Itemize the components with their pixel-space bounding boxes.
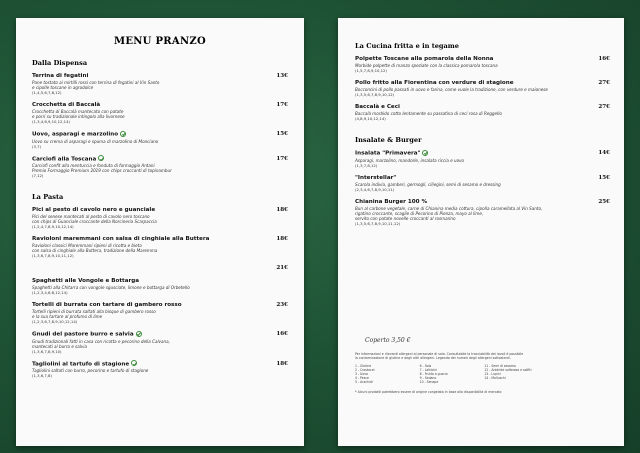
allergen-entry: 5 - Arachidi: [355, 380, 373, 385]
item-allergens: (1,3,6,7,8,9,10): [32, 348, 62, 354]
menu-item: [355, 199, 610, 226]
item-desc: servito con patate novelle croccanti al rosmarino: [355, 215, 456, 221]
item-name: Polpette Toscane alla pomarola della Nonna: [355, 56, 494, 62]
item-name: Baccalà e Ceci: [355, 104, 400, 110]
menu-item: [32, 236, 288, 258]
allergen-legend: [355, 364, 545, 384]
item-name: [32, 331, 262, 339]
allergen-entry: 12 - Anidride solforosa e solfiti: [484, 368, 532, 372]
vegetarian-icon: [120, 131, 126, 137]
item-desc: Premio Formaggio Premium 2019 con chips croccanti di topinambur: [32, 168, 172, 173]
item-price: 17€: [276, 155, 288, 162]
item-allergens: (4,8,9,10,12,14): [355, 116, 386, 121]
menu-item: [32, 73, 288, 95]
menu-item: [32, 207, 288, 229]
item-name-text: Uovo, asparagi e marzolino: [32, 131, 119, 138]
menu-item: [355, 150, 610, 168]
allergen-entry: 6 - Soia: [419, 363, 432, 368]
item-name-text: Gnudi del pastore burro e salvia: [32, 331, 134, 338]
item-name: Terrina di fegatini: [32, 73, 89, 79]
item-price: 15€: [276, 131, 288, 137]
item-desc: Bocconcini di pollo passati in uovo e farina, come vuole la tradizione, con verdure e maionese: [355, 87, 548, 92]
item-desc: Ravioloni classici Maremmani ripieni di ricotta e bieta: [32, 243, 142, 248]
menu-item: [355, 104, 610, 121]
item-desc: Spaghetti alla Chitarra con vongole sgusciate, limone e bottarga di Orbetello: [32, 285, 190, 290]
left-menu-page: [16, 18, 304, 446]
item-allergens: (2,3,4,6,7,8,9,10,11): [355, 186, 395, 192]
menu-item: [355, 80, 610, 97]
section-title-dispensa: Dalla Dispensa: [32, 59, 88, 67]
item-allergens: (1,5,7,8,9,10,12): [355, 68, 387, 73]
item-allergens: (1,4,5,6,7,8,12): [32, 90, 62, 95]
allergen-entry: 3 - Uova: [355, 372, 368, 377]
item-name: Spaghetti alle Vongole e Bottarga: [32, 278, 140, 284]
menu-item: [32, 102, 288, 124]
item-desc: e la sua tartare al profumo di lime: [32, 314, 103, 319]
item-allergens: (1,3,5,6,7,8,9,10,11,12): [355, 220, 401, 226]
item-name: [32, 361, 262, 369]
item-desc: Pici del senese mantecati al pesto di cavolo nero toscano: [32, 214, 150, 219]
allergen-entry: 14 - Molluschi: [484, 376, 506, 381]
vegetarian-icon: [422, 150, 428, 156]
allergen-note: la contaminazione di glutine e degli altri allergeni. Legenda dei numeri degli allergeni sottostanti.: [355, 355, 511, 360]
item-price: 15€: [598, 174, 610, 181]
right-menu-page: [338, 18, 624, 446]
item-price: 27€: [598, 80, 610, 86]
item-desc: Pane tostato ai mirtilli rossi con terrina di fegatini al Vin Santo: [32, 80, 160, 85]
section-title-fritta: La Cucina fritta e in tegame: [355, 42, 459, 50]
allergen-entry: 1 - Glutine: [355, 363, 372, 368]
item-desc: Morbide polpette di manzo speziate con la classica pomarola toscana: [355, 63, 498, 68]
allergen-entry: 2 - Crostacei: [355, 368, 375, 372]
item-allergens: (1,3,6,7,8,9,10,11,12): [32, 253, 74, 258]
item-price: 14€: [598, 150, 610, 156]
item-desc: e cipolle toscane in agrodolce: [32, 85, 94, 90]
allergen-entry: 9 - Sedano: [419, 376, 437, 381]
item-price: 21€: [276, 265, 288, 271]
menu-item: [32, 302, 288, 324]
item-desc: Crocchetta di Baccalà mantecato con patate: [32, 109, 124, 114]
item-desc: Uovo su crema di asparagi e spuma di marzolino di Monciano: [32, 138, 159, 144]
section-title-pasta: La Pasta: [32, 193, 64, 201]
item-desc: Tortelli ripieni di burrata saltati alla bisque di gambero rosso: [32, 309, 156, 314]
vegetarian-icon: [131, 360, 137, 366]
frozen-footnote: * Alcuni prodotti potrebbero essere di origine congelata in base alla disponibilità di mercato: [355, 390, 502, 395]
item-price: 18€: [276, 360, 288, 367]
menu-item: [32, 361, 288, 379]
item-name-text: Insalata "Primavera": [355, 150, 421, 157]
item-desc: con salsa di cinghiale alla Buttera, tradizione della Maremma: [32, 248, 158, 253]
item-desc: Scarola indivia, gamberi, germogli, ciliegini, semi di sesamo e dressing: [355, 181, 501, 187]
menu-item: [32, 331, 288, 354]
item-allergens: (7,12): [32, 173, 44, 178]
item-desc: Gnudi tradizionali fatti in casa con ricotta e pecorino della Calvana,: [32, 338, 170, 344]
vegetarian-icon: [98, 155, 104, 161]
allergen-entry: 11 - Semi di sesamo: [484, 363, 516, 368]
menu-title: MENU PRANZO: [113, 36, 207, 47]
item-name: Pollo fritto alla Fiorentina con verdure di stagione: [355, 80, 514, 86]
menu-item: [32, 278, 288, 295]
item-price: 16€: [276, 331, 288, 337]
item-allergens: (1,3,7,8,12): [355, 162, 378, 168]
item-price: 18€: [276, 236, 288, 242]
allergen-note: Per informazioni e rilevanti allergeni al personale di sala. Consultabile la tracciabilità dei lavoli è possibile: [355, 351, 524, 356]
item-desc: Asparagi, marzolino, mandorle, insalata riccia e uovo: [355, 157, 465, 163]
item-price: 18€: [276, 207, 288, 213]
item-desc: Bun al carbone vegetale, carne di Chianina media cottura, cipolla caramellata al Vin Santo,: [355, 205, 543, 211]
item-name: Ravioloni maremmani con salsa di cinghiale alla Buttera: [32, 236, 210, 242]
item-price: 27€: [598, 104, 610, 110]
allergen-entry: 13 - Lupini: [484, 372, 501, 377]
menu-item: [32, 156, 288, 179]
item-allergens: (1,2,4,7,8,9,10,12,14): [32, 224, 74, 229]
price-row: [32, 265, 288, 274]
item-price: 13€: [276, 73, 288, 79]
item-allergens: (1,2,3,4,6,8,12,14): [32, 290, 68, 295]
allergen-entry: 7 - Latticini: [419, 368, 437, 372]
item-desc: con chips di Guanciale croccante della Norcineria Scarpaccia: [32, 219, 157, 224]
item-allergens: (1,3,4,6,9,10,12,14): [32, 119, 70, 124]
item-price: 25€: [598, 198, 610, 205]
item-desc: rigatino croccante, scaglie di Pecorino di Pienza, mayo al lime,: [355, 210, 484, 216]
item-name: Chianina Burger 100 %: [355, 198, 428, 205]
item-price: 17€: [276, 102, 288, 108]
item-allergens: (1,3,6,7,8): [32, 373, 52, 378]
item-desc: mantecati al burro e salvia: [32, 343, 87, 349]
item-name-text: Tagliolini al tartufo di stagione: [32, 361, 130, 367]
section-title-insalate: Insalate & Burger: [355, 136, 422, 144]
item-desc: Baccalà morbido cotto lentamente su passatina di ceci rosa di Reggello: [355, 111, 502, 116]
vegetarian-icon: [136, 331, 142, 337]
cover-charge: Coperto 3,50 €: [365, 336, 411, 344]
item-desc: Carciofi confit alla mentuccia e fonduta di formaggio Antani: [32, 163, 155, 168]
item-allergens: (1,3,5,6,7,8,9,10,12): [355, 92, 395, 97]
item-allergens: (3,7): [32, 143, 42, 149]
allergen-entry: 8 - Frutta a guscio: [419, 372, 448, 377]
item-name: [32, 131, 262, 139]
menu-item: [355, 56, 610, 73]
item-desc: Tagliolini saltati con burro, pecorino e tartufo di stagione: [32, 368, 149, 373]
item-name: Pici al pesto di cavolo nero e guanciale: [32, 207, 156, 213]
allergen-entry: 4 - Pesce: [355, 376, 369, 381]
menu-item: [355, 175, 610, 192]
item-name: [32, 156, 262, 164]
item-name: "Interstellar": [355, 174, 397, 181]
item-allergens: (1,2,3,6,7,8,9,10,12,14): [32, 319, 78, 324]
item-name: Crocchetta di Baccalà: [32, 102, 101, 108]
item-price: 23€: [276, 302, 288, 308]
item-name: [355, 150, 584, 158]
item-name-text: Carciofi alla Toscana: [32, 156, 97, 162]
menu-item: [32, 131, 288, 149]
allergen-entry: 10 - Senape: [419, 380, 439, 385]
item-name: Tortelli di burrata con tartare di gambero rosso: [32, 302, 182, 308]
item-price: 16€: [598, 56, 610, 62]
item-desc: e porri su tradizionale intingolo alla livornese: [32, 114, 125, 119]
